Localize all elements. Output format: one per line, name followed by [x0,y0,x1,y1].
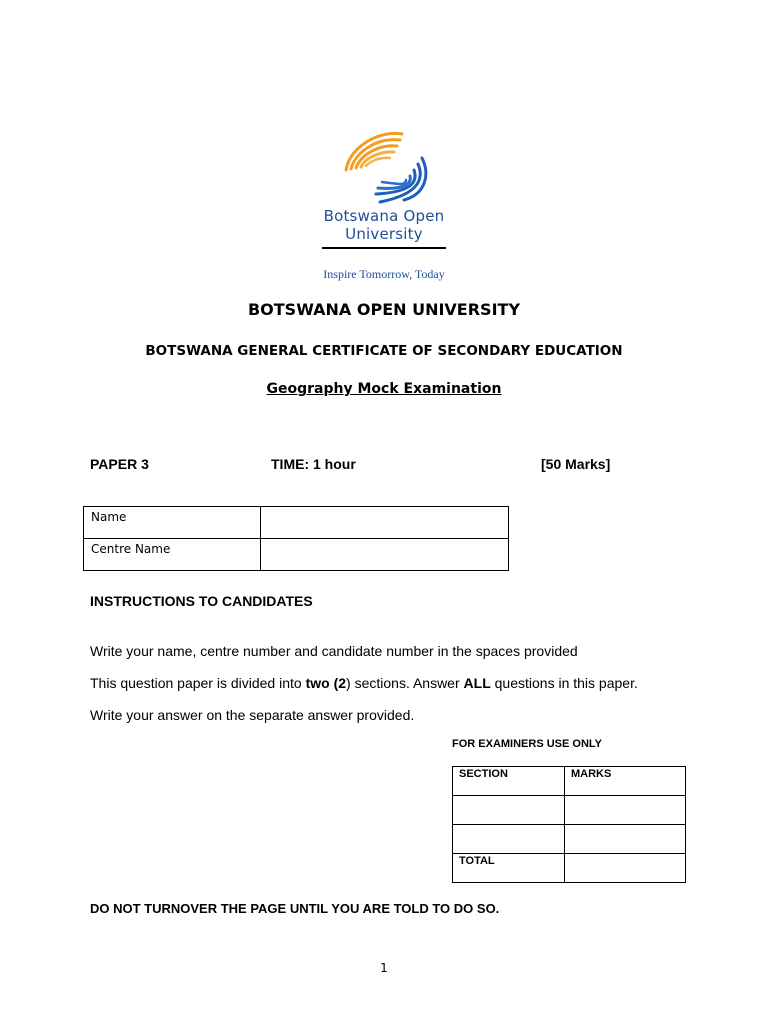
table-row [84,507,509,539]
instruction-line-2-bold-count: two (2 [305,675,347,691]
instruction-line-2-post: questions in this paper. [490,675,638,691]
name-field[interactable] [261,507,509,539]
total-label: TOTAL [453,854,565,883]
examiners-use-heading: FOR EXAMINERS USE ONLY [452,738,602,750]
instruction-line-2 [90,675,638,691]
table-cell [453,825,565,854]
table-row [453,825,686,854]
candidate-details-table [83,506,509,571]
instruction-line-2-mid: ) sections. Answer [346,675,464,691]
logo-text-line2: University [345,225,423,243]
instructions-heading: INSTRUCTIONS TO CANDIDATES [90,593,313,609]
logo-divider [322,247,446,249]
centre-name-label: Centre Name [84,539,261,571]
table-row [453,854,686,883]
university-title: BOTSWANA OPEN UNIVERSITY [247,300,521,319]
instruction-line-3: Write your answer on the separate answer provided. [90,707,415,723]
name-label: Name [84,507,261,539]
logo-text-line1: Botswana Open [323,207,445,225]
turnover-warning: DO NOT TURNOVER THE PAGE UNTIL YOU ARE TOLD TO DO SO. [90,901,500,916]
instruction-line-1: Write your name, centre number and candidate number in the spaces provided [90,643,578,659]
table-row [84,539,509,571]
table-cell [565,796,686,825]
total-marks: [50 Marks] [541,456,611,472]
centre-name-field[interactable] [261,539,509,571]
section-column-header: SECTION [453,767,565,796]
instruction-line-2-pre: This question paper is divided into [90,675,306,691]
exam-time: TIME: 1 hour [271,456,356,472]
certificate-title: BOTSWANA GENERAL CERTIFICATE OF SECONDARY EDUCATION [145,343,623,359]
table-row [453,796,686,825]
table-cell [453,796,565,825]
marks-column-header: MARKS [565,767,686,796]
examiners-marks-table [452,766,686,883]
exam-title [0,381,768,397]
page-number: 1 [380,961,388,975]
total-marks-cell [565,854,686,883]
exam-title-text: Geography Mock Examination [266,381,502,397]
instruction-line-2-bold-all: ALL [463,675,491,691]
logo-tagline: Inspire Tomorrow, Today [323,267,445,281]
table-row [453,767,686,796]
paper-number: PAPER 3 [90,456,149,472]
table-cell [565,825,686,854]
